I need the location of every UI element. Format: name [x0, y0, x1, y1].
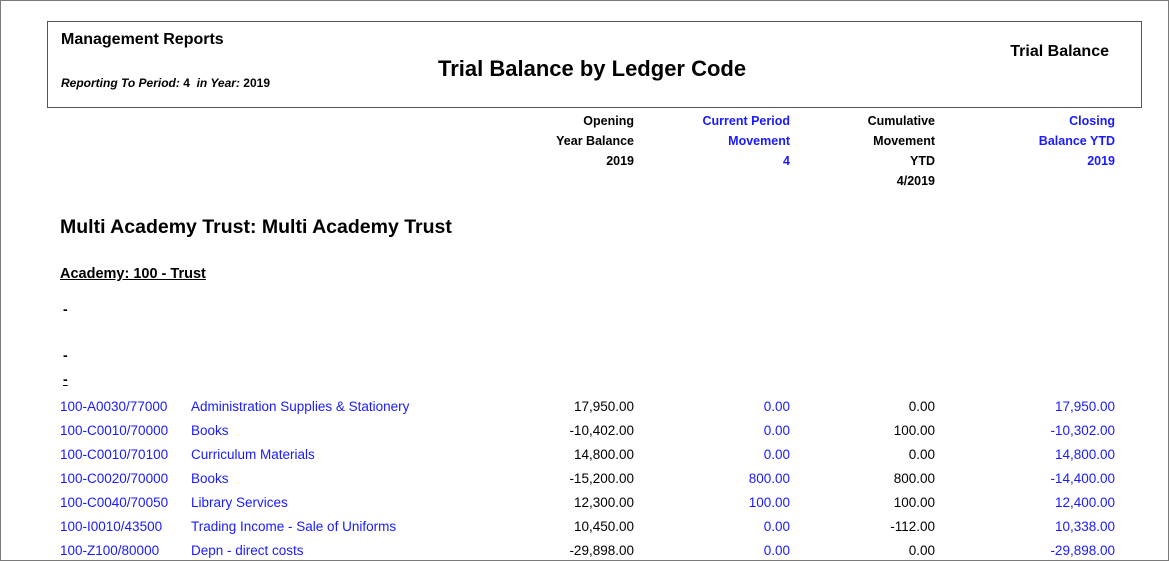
- opening-balance-cell: -15,200.00: [569, 471, 634, 486]
- closing-balance-link[interactable]: 12,400.00: [1054, 495, 1115, 510]
- period-value: 4: [183, 76, 190, 90]
- reporting-period-label: Reporting To Period:: [61, 76, 180, 90]
- blank-group-dash: -: [63, 371, 68, 387]
- table-row: [1, 399, 1168, 423]
- closing-balance-link[interactable]: -10,302.00: [1050, 423, 1115, 438]
- ledger-code-link[interactable]: 100-I0010/43500: [60, 519, 163, 534]
- column-header-closing: [1039, 111, 1115, 171]
- closing-balance-link[interactable]: -14,400.00: [1050, 471, 1115, 486]
- table-row: [1, 447, 1168, 471]
- column-header-opening-line: 2019: [606, 154, 634, 168]
- column-header-cumulative: [868, 111, 935, 191]
- ledger-code-link[interactable]: 100-C0040/70050: [60, 495, 169, 510]
- current-movement-link[interactable]: 100.00: [748, 495, 790, 510]
- column-header-current-line: Movement: [728, 134, 790, 148]
- ledger-description-link[interactable]: Library Services: [191, 495, 288, 510]
- table-row: [1, 519, 1168, 543]
- opening-balance-cell: -29,898.00: [569, 543, 634, 558]
- closing-balance-link[interactable]: 14,800.00: [1054, 447, 1115, 462]
- cumulative-movement-cell: 0.00: [908, 399, 935, 414]
- opening-balance-cell: 12,300.00: [573, 495, 634, 510]
- table-row: [1, 423, 1168, 447]
- column-header-cumulative-line: Cumulative: [867, 114, 935, 128]
- column-header-opening-line: Year Balance: [556, 134, 634, 148]
- cumulative-movement-cell: 800.00: [893, 471, 935, 486]
- current-movement-link[interactable]: 0.00: [763, 543, 790, 558]
- column-header-cumulative-line: YTD: [910, 154, 935, 168]
- report-title: Trial Balance by Ledger Code: [438, 56, 747, 81]
- ledger-description-link[interactable]: Trading Income - Sale of Uniforms: [191, 519, 397, 534]
- section-title: Multi Academy Trust: Multi Academy Trust: [60, 216, 452, 238]
- column-header-current: [702, 111, 790, 171]
- column-header-current-line: Current Period: [702, 114, 790, 128]
- management-reports-label: Management Reports: [61, 31, 224, 48]
- closing-balance-link[interactable]: 10,338.00: [1054, 519, 1115, 534]
- current-movement-link[interactable]: 800.00: [748, 471, 790, 486]
- closing-balance-link[interactable]: -29,898.00: [1050, 543, 1115, 558]
- academy-heading: Academy: 100 - Trust: [60, 266, 206, 282]
- column-header-closing-line: Closing: [1069, 114, 1115, 128]
- table-row: [1, 495, 1168, 519]
- ledger-code-link[interactable]: 100-Z100/80000: [60, 543, 160, 558]
- ledger-description-link[interactable]: Depn - direct costs: [191, 543, 304, 558]
- column-header-cumulative-line: Movement: [873, 134, 935, 148]
- cumulative-movement-cell: 100.00: [893, 423, 935, 438]
- ledger-code-link[interactable]: 100-A0030/77000: [60, 399, 168, 414]
- opening-balance-cell: 14,800.00: [573, 447, 634, 462]
- opening-balance-cell: -10,402.00: [569, 423, 634, 438]
- current-movement-link[interactable]: 0.00: [763, 519, 790, 534]
- report-header: [47, 21, 1142, 108]
- column-header-closing-line: 2019: [1087, 154, 1115, 168]
- column-header-cumulative-line: 4/2019: [896, 174, 935, 188]
- ledger-code-link[interactable]: 100-C0010/70100: [60, 447, 169, 462]
- cumulative-movement-cell: 0.00: [908, 543, 935, 558]
- ledger-description-link[interactable]: Books: [191, 423, 229, 438]
- column-header-opening: [556, 111, 634, 171]
- ledger-code-link[interactable]: 100-C0010/70000: [60, 423, 169, 438]
- ledger-description-link[interactable]: Books: [191, 471, 229, 486]
- ledger-description-link[interactable]: Administration Supplies & Stationery: [191, 399, 410, 414]
- table-row: [1, 543, 1168, 561]
- ledger-description-link[interactable]: Curriculum Materials: [191, 447, 315, 462]
- reporting-period: [61, 76, 270, 90]
- current-movement-link[interactable]: 0.00: [763, 423, 790, 438]
- column-header-opening-line: Opening: [583, 114, 634, 128]
- year-label: in Year:: [196, 76, 240, 90]
- current-movement-link[interactable]: 0.00: [763, 447, 790, 462]
- opening-balance-cell: 10,450.00: [573, 519, 634, 534]
- report-type: Trial Balance: [1010, 43, 1109, 60]
- blank-group-dash: -: [63, 347, 68, 363]
- column-header-closing-line: Balance YTD: [1038, 134, 1115, 148]
- column-header-current-line: 4: [783, 154, 790, 168]
- cumulative-movement-cell: 100.00: [893, 495, 935, 510]
- cumulative-movement-cell: -112.00: [890, 519, 935, 534]
- year-value: 2019: [243, 76, 270, 90]
- cumulative-movement-cell: 0.00: [908, 447, 935, 462]
- closing-balance-link[interactable]: 17,950.00: [1054, 399, 1115, 414]
- opening-balance-cell: 17,950.00: [573, 399, 634, 414]
- blank-group-dash: -: [63, 301, 68, 317]
- ledger-code-link[interactable]: 100-C0020/70000: [60, 471, 169, 486]
- table-row: [1, 471, 1168, 495]
- current-movement-link[interactable]: 0.00: [763, 399, 790, 414]
